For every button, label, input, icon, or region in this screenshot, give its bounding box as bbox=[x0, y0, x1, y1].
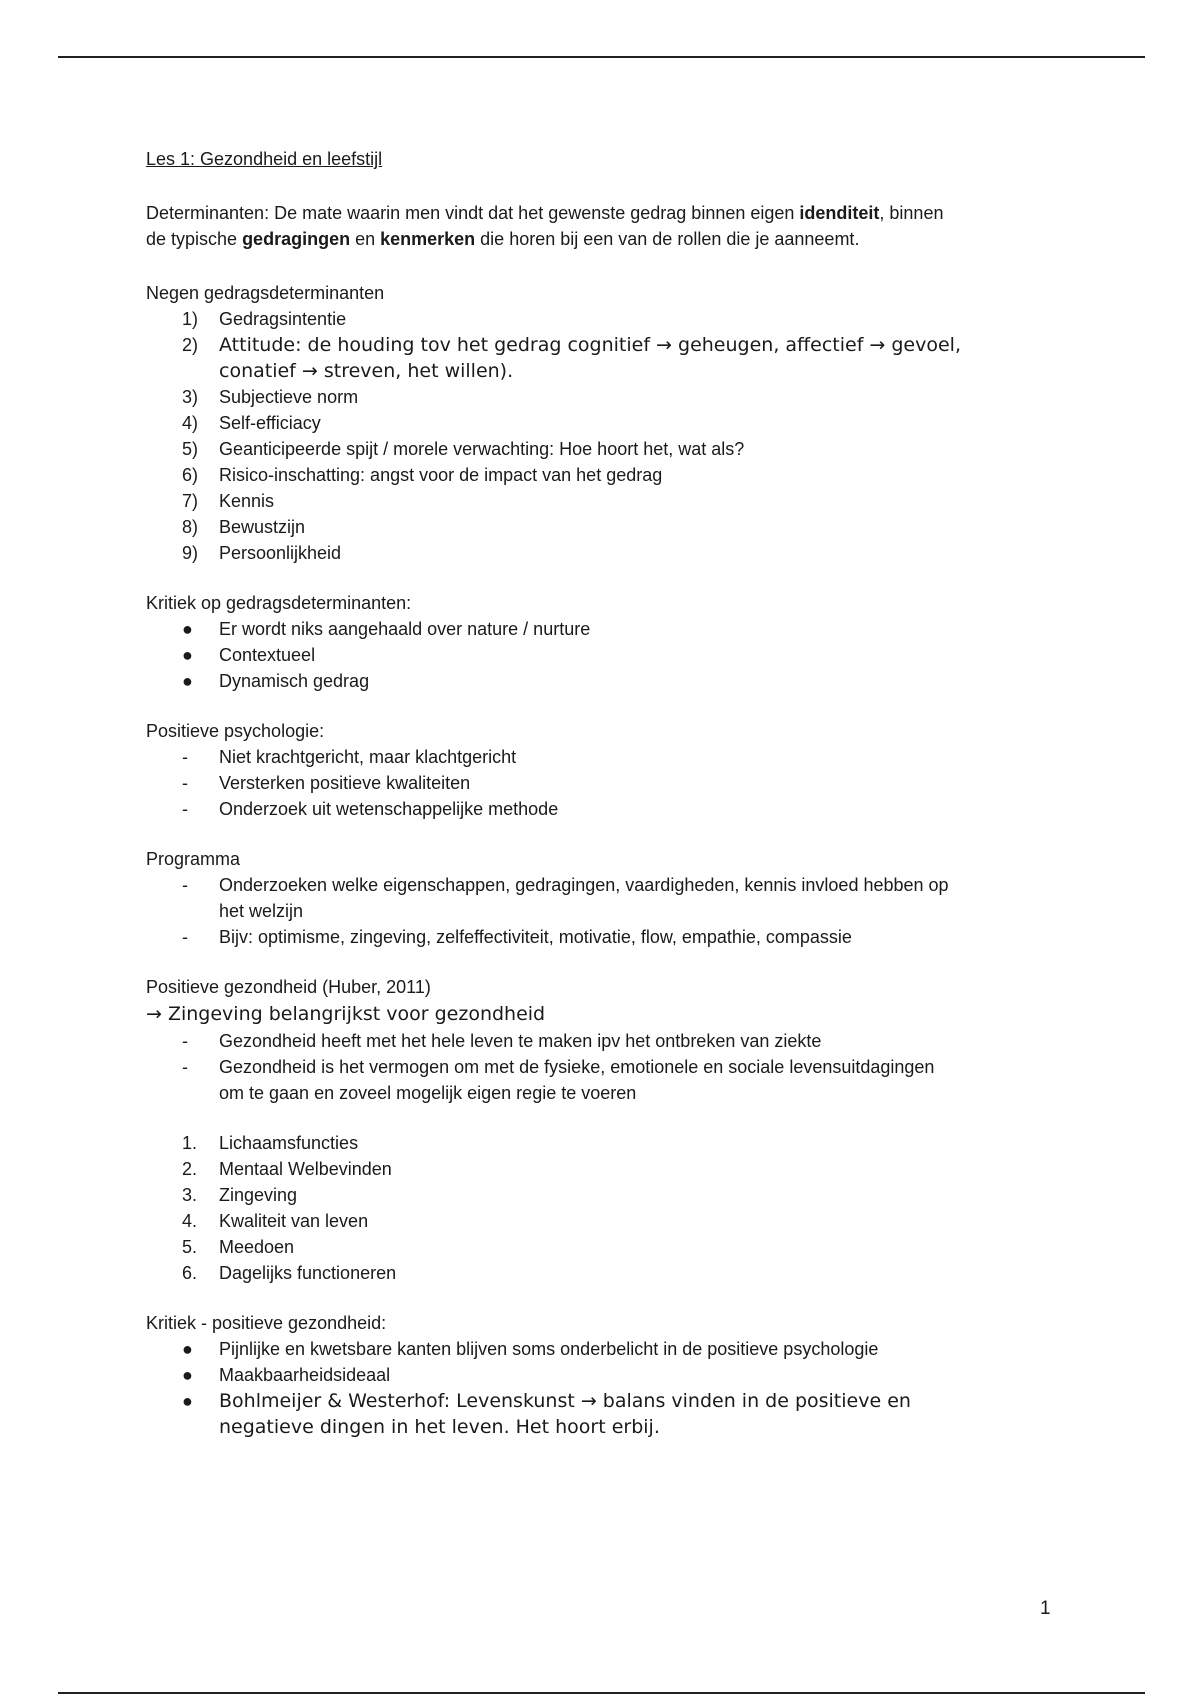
list-item: 3) Subjectieve norm bbox=[182, 387, 359, 407]
numbered-list bbox=[146, 1130, 1066, 1286]
section-heading: Positieve gezondheid (Huber, 2011) bbox=[146, 977, 431, 997]
dash-list bbox=[146, 744, 1066, 822]
section-heading: Kritiek - positieve gezondheid: bbox=[146, 1313, 387, 1333]
section-heading: Negen gedragsdeterminanten bbox=[146, 283, 385, 303]
bullet-list bbox=[146, 616, 1066, 694]
list-item: 1) Gedragsintentie bbox=[182, 309, 347, 329]
page-title: Les 1: Gezondheid en leefstijl bbox=[146, 149, 383, 169]
dash-list bbox=[146, 1028, 1066, 1106]
list-item: - Onderzoek uit wetenschappelijke methode bbox=[182, 799, 559, 819]
header-rule bbox=[58, 56, 1145, 58]
list-item: 9) Persoonlijkheid bbox=[182, 543, 342, 563]
page-number: 1 bbox=[1040, 1598, 1051, 1619]
dash-list bbox=[146, 872, 1066, 950]
section-heading: Kritiek op gedragsdeterminanten: bbox=[146, 593, 412, 613]
list-item: - Niet krachtgericht, maar klachtgericht bbox=[182, 747, 517, 767]
list-item: - Bijv: optimisme, zingeving, zelfeffectiviteit, motivatie, flow, empathie, compassie bbox=[182, 927, 852, 947]
list-item: 2) Attitude: de houding tov het gedrag cognitief → geheugen, affectief → gevoel, conatief → streven, het willen). bbox=[182, 334, 962, 382]
list-item: 5. Meedoen bbox=[182, 1237, 295, 1257]
list-item: 6) Risico-inschatting: angst voor de impact van het gedrag bbox=[182, 465, 663, 485]
list-item: 4. Kwaliteit van leven bbox=[182, 1211, 369, 1231]
list-item: 3. Zingeving bbox=[182, 1185, 298, 1205]
list-item: ● Contextueel bbox=[182, 645, 316, 665]
list-item: 7) Kennis bbox=[182, 491, 275, 511]
list-item: 1. Lichaamsfuncties bbox=[182, 1133, 359, 1153]
footer-rule bbox=[58, 1692, 1145, 1694]
determinanten-paragraph: Determinanten: De mate waarin men vindt dat het gewenste gedrag binnen eigen idenditeit, binnen de typische gedragingen en kenmerken die horen bij een van de rollen die je aanneemt. bbox=[146, 203, 944, 249]
list-item: 4) Self-efficiacy bbox=[182, 413, 321, 433]
section-heading: Positieve psychologie: bbox=[146, 721, 325, 741]
list-item: - Versterken positieve kwaliteiten bbox=[182, 773, 471, 793]
list-item: - Onderzoeken welke eigenschappen, gedragingen, vaardigheden, kennis invloed hebben op het welzijn bbox=[182, 875, 949, 921]
list-item: ● Er wordt niks aangehaald over nature / nurture bbox=[182, 619, 591, 639]
document-body bbox=[146, 146, 1066, 1440]
list-item: - Gezondheid heeft met het hele leven te maken ipv het ontbreken van ziekte bbox=[182, 1031, 822, 1051]
list-item: 5) Geanticipeerde spijt / morele verwachting: Hoe hoort het, wat als? bbox=[182, 439, 745, 459]
list-item: ● Maakbaarheidsideaal bbox=[182, 1365, 391, 1385]
numbered-list bbox=[146, 306, 1066, 566]
list-item: 6. Dagelijks functioneren bbox=[182, 1263, 397, 1283]
list-item: 2. Mentaal Welbevinden bbox=[182, 1159, 392, 1179]
arrow-line: → Zingeving belangrijkst voor gezondheid bbox=[146, 1003, 546, 1025]
bullet-list bbox=[146, 1336, 1066, 1440]
list-item: ● Pijnlijke en kwetsbare kanten blijven soms onderbelicht in de positieve psychologie bbox=[182, 1339, 879, 1359]
list-item: - Gezondheid is het vermogen om met de fysieke, emotionele en sociale levensuitdagingen om te gaan en zoveel mogelijk eigen regie te voeren bbox=[182, 1057, 935, 1103]
list-item: ● Bohlmeijer & Westerhof: Levenskunst → balans vinden in de positieve en negatieve dingen in het leven. Het hoort erbij. bbox=[182, 1390, 911, 1438]
section-heading: Programma bbox=[146, 849, 241, 869]
list-item: ● Dynamisch gedrag bbox=[182, 671, 370, 691]
list-item: 8) Bewustzijn bbox=[182, 517, 306, 537]
